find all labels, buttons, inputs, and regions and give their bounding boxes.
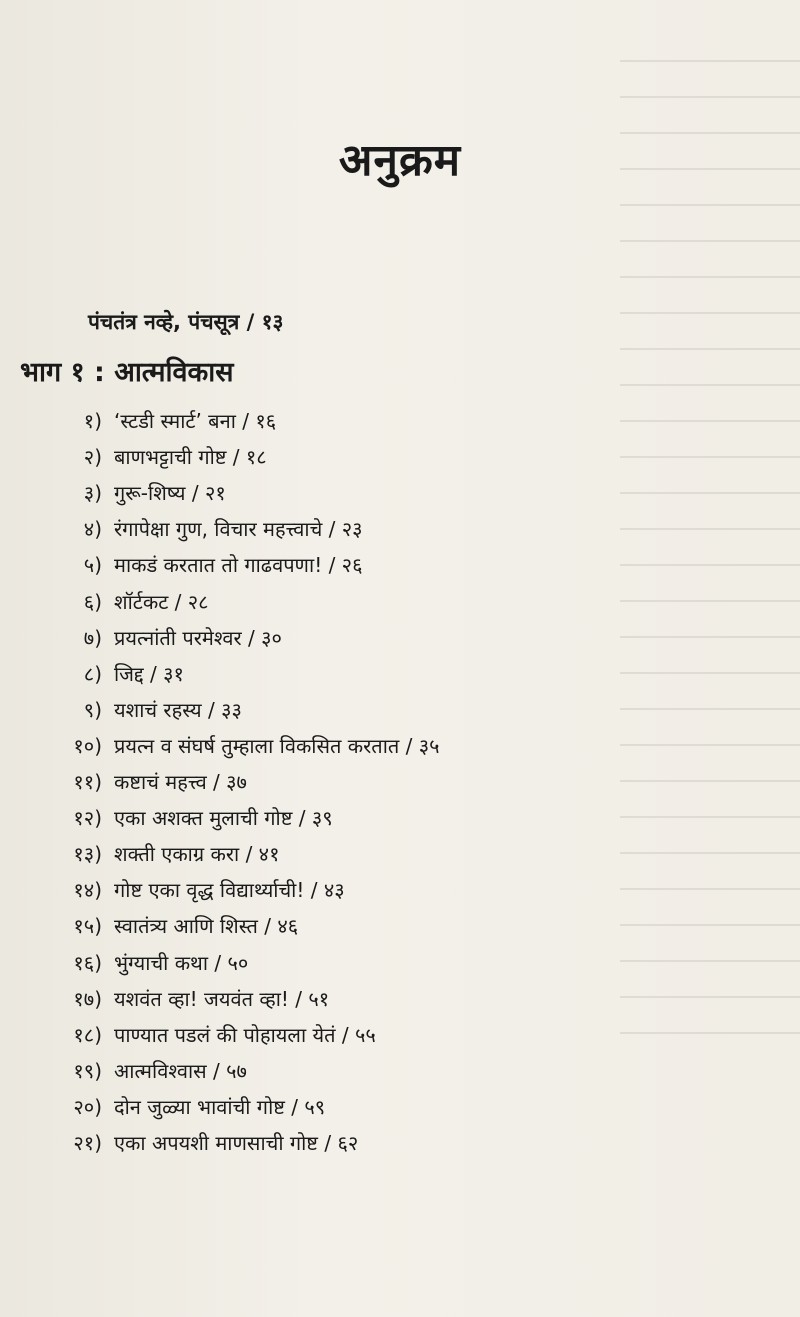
toc-number: ८): [83, 661, 102, 686]
toc-entry-text: शॉर्टकट / २८: [114, 589, 209, 614]
toc-number: १०): [73, 733, 102, 758]
toc-row: [0, 982, 800, 1016]
toc-row: [0, 585, 800, 619]
page-title: अनुक्रम: [338, 135, 462, 186]
toc-row: [0, 657, 800, 691]
toc-row: [0, 1126, 800, 1160]
toc-number: १३): [73, 842, 102, 867]
toc-row: [0, 1054, 800, 1088]
toc-number: ७): [83, 625, 102, 650]
toc-number: १६): [73, 950, 102, 975]
intro-entry: पंचतंत्र नव्हे, पंचसूत्र / १३: [88, 310, 284, 334]
toc-entry-text: एका अशक्त मुलाची गोष्ट / ३९: [114, 806, 333, 831]
toc-entry-text: जिद्द / ३१: [114, 661, 184, 686]
toc-entry-text: कष्टाचं महत्त्व / ३७: [114, 770, 247, 794]
toc-row: [0, 404, 800, 438]
toc-number: २): [83, 445, 102, 470]
toc-entry-text: दोन जुळ्या भावांची गोष्ट / ५९: [114, 1094, 326, 1119]
toc-entry-text: स्वातंत्र्य आणि शिस्त / ४६: [114, 914, 299, 939]
toc-row: [0, 873, 800, 907]
toc-entry-text: ‘स्टडी स्मार्ट’ बना / १६: [114, 409, 277, 433]
toc-entry-text: यशवंत व्हा! जयवंत व्हा! / ५१: [114, 986, 330, 1011]
toc-entry-text: गुरू-शिष्य / २१: [114, 481, 226, 506]
toc-entry-text: यशाचं रहस्य / ३३: [114, 697, 242, 722]
toc-number: १९): [73, 1058, 102, 1083]
toc-row: [0, 1090, 800, 1124]
toc-row: [0, 765, 800, 799]
toc-number: ६): [83, 589, 102, 614]
toc-number: ९): [83, 697, 102, 722]
toc-row: [0, 1018, 800, 1052]
toc-entry-text: एका अपयशी माणसाची गोष्ट / ६२: [114, 1131, 359, 1155]
toc-entry-text: प्रयत्न व संघर्ष तुम्हाला विकसित करतात / ३५: [114, 733, 440, 758]
toc-number: ५): [83, 553, 102, 578]
toc-entry-text: प्रयत्नांती परमेश्वर / ३०: [114, 625, 282, 650]
toc-entry-text: रंगापेक्षा गुण, विचार महत्त्वाचे / २३: [114, 517, 363, 542]
toc-entry-text: माकडं करतात तो गाढवपणा! / २६: [114, 553, 363, 578]
toc-row: [0, 909, 800, 943]
toc-row: [0, 837, 800, 871]
toc-row: [0, 693, 800, 727]
toc-number: १४): [73, 878, 102, 903]
toc-entry-text: पाण्यात पडलं की पोहायला येतं / ५५: [114, 1022, 376, 1047]
toc-number: १८): [73, 1022, 102, 1047]
toc-row: [0, 729, 800, 763]
toc-number: ४): [83, 517, 102, 542]
toc-entry-text: गोष्ट एका वृद्ध विद्यार्थ्याची! / ४३: [114, 878, 345, 903]
toc-row: [0, 946, 800, 980]
toc-number: ३): [83, 481, 102, 506]
toc-number: १): [83, 409, 102, 433]
toc-entry-text: शक्ती एकाग्र करा / ४१: [114, 842, 280, 867]
toc-row: [0, 801, 800, 835]
toc-number: १५): [73, 914, 102, 939]
toc-number: ११): [73, 770, 102, 794]
toc-entry-text: आत्मविश्वास / ५७: [114, 1058, 247, 1083]
toc-row: [0, 512, 800, 546]
toc-number: १२): [73, 806, 102, 831]
part-heading: भाग १ : आत्मविकास: [20, 357, 234, 388]
toc-row: [0, 476, 800, 510]
toc-entry-text: बाणभट्टाची गोष्ट / १८: [114, 445, 267, 470]
toc-number: २१): [73, 1131, 102, 1155]
toc-number: २०): [73, 1094, 102, 1119]
toc-row: [0, 621, 800, 655]
toc-row: [0, 440, 800, 474]
toc-number: १७): [73, 986, 102, 1011]
toc-row: [0, 548, 800, 582]
toc-entry-text: भुंग्याची कथा / ५०: [114, 950, 249, 975]
